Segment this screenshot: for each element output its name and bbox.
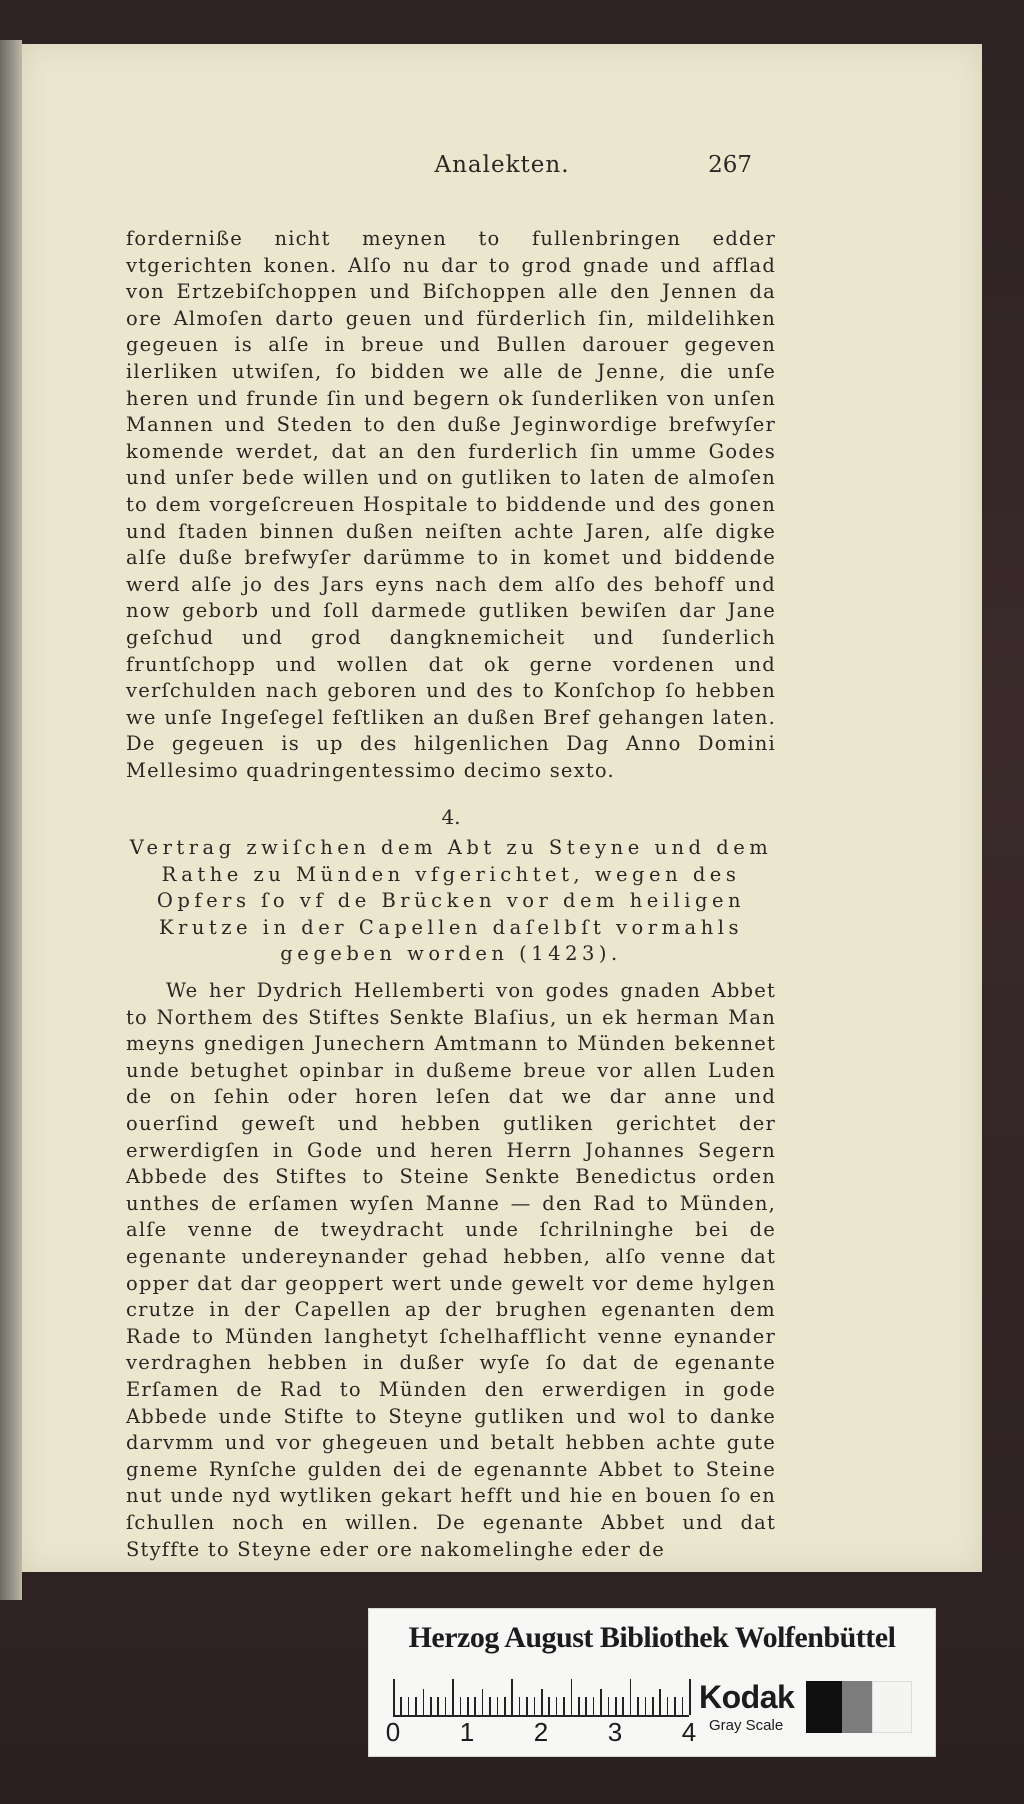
ruler-tick: [637, 1697, 639, 1715]
scale-label: 1: [459, 1717, 475, 1747]
ruler-tick: [437, 1697, 439, 1715]
page-number: 267: [708, 152, 752, 178]
ruler-tick: [460, 1697, 462, 1715]
ruler-tick: [482, 1689, 484, 1715]
section-number: 4.: [441, 805, 461, 830]
color-target-card: [368, 1608, 936, 1757]
book-edge: [0, 40, 22, 1600]
ruler-tick: [541, 1689, 543, 1715]
gray-swatch-black: [806, 1681, 842, 1733]
ruler-tick: [452, 1679, 454, 1715]
ruler-tick: [408, 1697, 410, 1715]
ruler-tick: [659, 1689, 661, 1715]
ruler-tick: [393, 1679, 395, 1715]
ruler-tick: [474, 1697, 476, 1715]
ruler-scale: [393, 1679, 689, 1717]
ruler-tick: [400, 1697, 402, 1715]
ruler-tick: [445, 1697, 447, 1715]
section-title: Vertrag zwiſchen dem Abt zu Steyne und dem Rathe zu Münden vfgerichtet, wegen des Opfers ſo vf de Brücken vor dem heiligen Krutze in der Capellen daſelbſt vormahls gegeben worden (1423).: [129, 836, 773, 966]
gray-swatch-white: [872, 1681, 912, 1733]
library-name: Herzog August Bibliothek Wolfenbüttel: [408, 1621, 896, 1654]
page-body: [126, 226, 776, 1563]
ruler-tick: [682, 1697, 684, 1715]
ruler-tick: [489, 1697, 491, 1715]
page-header: [22, 152, 982, 192]
ruler-tick: [497, 1697, 499, 1715]
ruler-tick: [608, 1697, 610, 1715]
book-page: [22, 44, 982, 1572]
scale-label: 0: [385, 1717, 401, 1747]
gray-swatch-mid: [842, 1681, 872, 1733]
paragraph: forderniße nicht meynen to fullenbringen edder vtgerichten konen. Alſo nu dar to grod gnade und afflad von Ertzebiſchoppen und Biſchoppen alle den Jennen da ore Almoſen darto geuen und fürderlich ſin, mildelihken gegeuen is alſe in breue und Bullen darouer gegeven ilerliken utwiſen, ſo bidden we alle de Jenne, die unſe heren und frunde ſin und begern ok ſunderliken von unſen Mannen und Steden to den duße Jeginwordige brefwyſer komende werdet, dat an den furderlich ſin umme Godes und unſer bede willen und on gutliken to laten de almoſen to dem vorgeſcreuen Hospitale to biddende und des gonen und ſtaden binnen dußen neiſten achte Jaren, alſe digke alſe duße brefwyſer darümme to in komet und biddende werd alſe jo des Jars eyns nach dem alſo des behoff und now geborb und ſoll darmede gutliken bewiſen dar Jane geſchud und grod dangknemicheit und ſunderlich fruntſchopp und wollen dat ok gerne vordenen und verſchulden nach geboren und des to Konſchop ſo hebben we unſe Ingeſegel feſtliken an dußen Bref gehangen laten. De gegeuen is up des hilgenlichen Dag Anno Domini Mellesimo quadringentessimo decimo sexto.: [126, 227, 776, 782]
scale-label: 4: [681, 1717, 697, 1747]
ruler-tick: [593, 1697, 595, 1715]
ruler-tick: [645, 1697, 647, 1715]
scale-label: 2: [533, 1717, 549, 1747]
ruler-tick: [526, 1697, 528, 1715]
ruler-tick: [534, 1697, 536, 1715]
running-head: Analekten.: [434, 152, 570, 178]
ruler-tick: [571, 1679, 573, 1715]
ruler-tick: [519, 1697, 521, 1715]
ruler-tick: [467, 1697, 469, 1715]
scale-label: 3: [607, 1717, 623, 1747]
ruler-tick: [585, 1697, 587, 1715]
ruler-tick: [578, 1697, 580, 1715]
kodak-logo: Kodak: [699, 1679, 795, 1715]
ruler-tick: [667, 1697, 669, 1715]
ruler-tick: [548, 1697, 550, 1715]
ruler-tick: [622, 1697, 624, 1715]
ruler-tick: [630, 1679, 632, 1715]
ruler-tick: [652, 1697, 654, 1715]
ruler-tick: [423, 1689, 425, 1715]
paragraph: We her Dydrich Hellemberti von godes gnaden Abbet to Northem des Stiftes Senkte Blaſius, un ek herman Man meyns gnedigen Junechern Amtmann to Münden bekennet unde betughet opinbar in dußeme breue vor allen Luden de on ſehin oder horen leſen dat we dar anne und ouerſind geweſt und hebben gutliken gerichtet der erwerdigſen in Gode und heren Herrn Johannes Segern Abbede des Stiftes to Steine Senkte Benedictus orden unthes de erſamen wyſen Manne — den Rad to Münden, alſe venne de tweydracht unde ſchrilninghe bei de egenante undereynander gehad hebben, alſo venne dat opper dat dar geoppert wert unde gewelt vor deme hylgen crutze in der Capellen ap der brughen egenanten dem Rade to Münden langhetyt ſchelhafflicht venne eynander verdraghen hebben in dußer wyſe ſo dat de egenante Erſamen de Rad to Münden den erwerdigen in gode Abbede unde Stifte to Steyne gutliken und wol to danke darvmm und vor ghegeuen und betalt hebben achte gute gneme Rynſche gulden dei de egenannte Abbet to Steine nut unde nyd wytliken gekart hefft und hie en bouen ſo en ſchullen noch en willen. De egenante Abbet und dat Styffte to Steyne eder ore nakomelinghe eder de: [126, 979, 776, 1561]
ruler-tick: [615, 1697, 617, 1715]
ruler-tick: [504, 1697, 506, 1715]
ruler-tick: [689, 1679, 691, 1715]
ruler-tick: [674, 1697, 676, 1715]
ruler-tick: [430, 1697, 432, 1715]
gray-scale-label: Gray Scale: [709, 1717, 784, 1734]
ruler-tick: [563, 1697, 565, 1715]
ruler-tick: [511, 1679, 513, 1715]
ruler-tick: [415, 1697, 417, 1715]
ruler-tick: [600, 1689, 602, 1715]
ruler-tick: [556, 1697, 558, 1715]
